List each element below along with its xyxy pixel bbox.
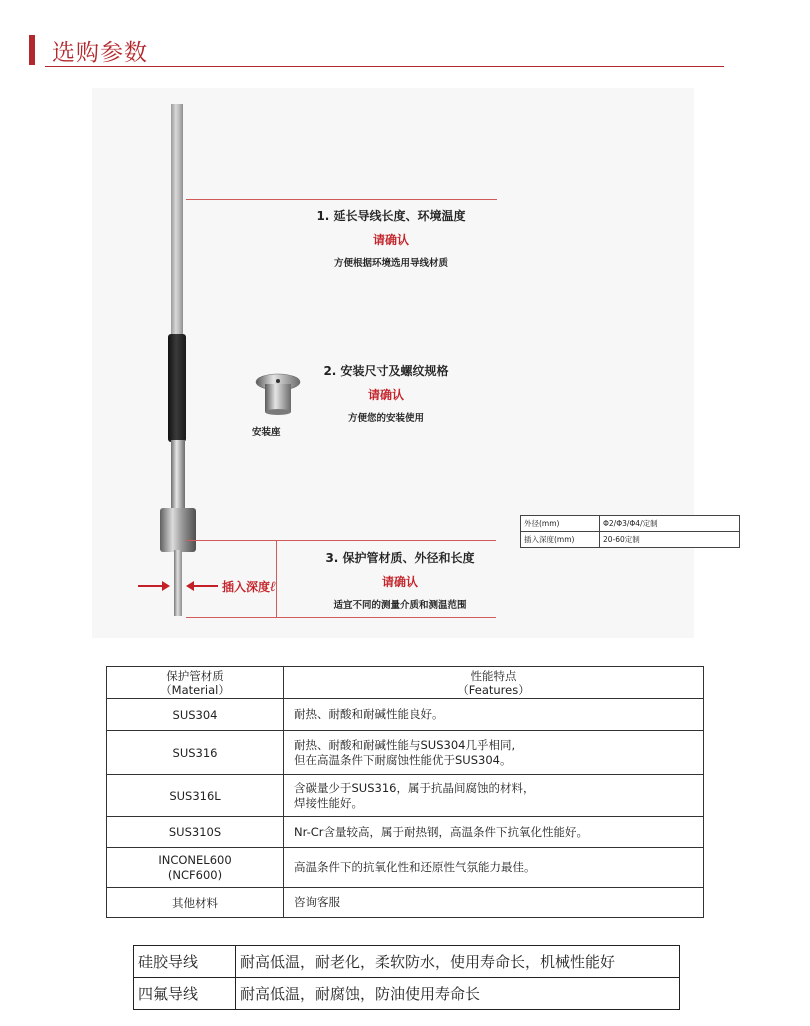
wire-name: 四氟导线 <box>134 978 236 1010</box>
annotation-2-confirm: 请确认 <box>367 388 404 402</box>
annotation-line-3-bottom <box>186 617 496 618</box>
table-row <box>134 978 680 1010</box>
header-divider <box>45 66 724 67</box>
spec-key: 外径(mm) <box>521 516 600 532</box>
feature-line-2: 焊接性能好。 <box>294 795 363 810</box>
material-table <box>106 666 704 918</box>
annotation-3-note: 适宜不同的测量介质和测温范围 <box>333 600 467 611</box>
material-cell: SUS304 <box>107 699 284 731</box>
feature-header-cn: 性能特点 <box>470 668 517 683</box>
feature-cell: 耐热、耐酸和耐碱性能良好。 <box>284 699 704 731</box>
table-row <box>107 888 704 918</box>
table-row <box>107 775 704 817</box>
material-cell <box>107 848 284 888</box>
insertion-depth-text: 插入深度 <box>222 580 271 594</box>
material-cell: SUS316 <box>107 731 284 775</box>
spec-key: 插入深度(mm) <box>521 532 600 548</box>
table-row <box>107 817 704 848</box>
feature-line-1: 含碳量少于SUS316，属于抗晶间腐蚀的材料， <box>294 780 535 795</box>
annotation-line-1 <box>186 199 497 200</box>
spec-value: 20-60定制 <box>600 532 740 548</box>
annotation-2-title: 2. 安装尺寸及螺纹规格 <box>323 364 449 378</box>
page-title: 选购参数 <box>52 40 148 66</box>
material-header-cn: 保护管材质 <box>166 668 224 683</box>
annotation-1-confirm: 请确认 <box>372 233 409 247</box>
annotation-3-confirm: 请确认 <box>381 575 418 589</box>
mounting-seat-image <box>254 372 302 416</box>
mounting-seat-label: 安装座 <box>252 427 281 438</box>
material-column-header <box>107 667 284 699</box>
spec-table <box>520 515 740 548</box>
probe-tip <box>174 550 182 616</box>
material-cell: SUS316L <box>107 775 284 817</box>
annotation-3-title: 3. 保护管材质、外径和长度 <box>325 551 475 565</box>
annotation-1-note: 方便根据环境选用导线材质 <box>333 258 448 269</box>
table-row <box>521 516 740 532</box>
annotation-2-note: 方便您的安装使用 <box>347 413 424 424</box>
feature-cell: 高温条件下的抗氧化性和还原性气氛能力最佳。 <box>284 848 704 888</box>
feature-cell <box>284 731 704 775</box>
depth-arrow-left-shaft <box>138 585 164 587</box>
table-row <box>107 699 704 731</box>
feature-line-2: 但在高温条件下耐腐蚀性能优于SUS304。 <box>294 752 512 767</box>
wire-table <box>133 945 680 1010</box>
feature-line-1: 耐热、耐酸和耐碱性能与SUS304几乎相同, <box>294 737 516 752</box>
material-line-2: (NCF600) <box>167 867 223 882</box>
insertion-depth-label <box>222 578 276 596</box>
transition-tube <box>171 440 185 512</box>
spec-value: Φ2/Φ3/Φ4/定制 <box>600 516 740 532</box>
depth-marker-line <box>276 540 277 617</box>
material-cell: SUS310S <box>107 817 284 848</box>
annotation-2 <box>306 362 466 424</box>
annotation-3 <box>302 549 498 611</box>
feature-cell <box>284 775 704 817</box>
feature-cell: Nr-Cr含量较高，属于耐热钢，高温条件下抗氧化性能好。 <box>284 817 704 848</box>
feature-cell: 咨询客服 <box>284 888 704 918</box>
wire-name: 硅胶导线 <box>134 946 236 978</box>
annotation-1-title: 1. 延长导线长度、环境温度 <box>316 209 466 223</box>
insertion-depth-symbol: ℓ <box>270 579 276 595</box>
depth-arrow-left-icon <box>162 581 170 591</box>
wire-desc: 耐高低温，耐老化，柔软防水，使用寿命长，机械性能好 <box>236 946 680 978</box>
annotation-line-3-top <box>186 540 496 541</box>
material-cell: 其他材料 <box>107 888 284 918</box>
compression-fitting <box>160 508 196 552</box>
wire-desc: 耐高低温，耐腐蚀，防油使用寿命长 <box>236 978 680 1010</box>
table-row <box>521 532 740 548</box>
feature-header-en: （Features） <box>457 682 530 697</box>
table-row <box>107 848 704 888</box>
table-row <box>134 946 680 978</box>
feature-column-header <box>284 667 704 699</box>
lead-wire <box>171 104 183 340</box>
material-header-en: （Material） <box>160 682 230 697</box>
material-line-1: INCONEL600 <box>158 852 232 867</box>
depth-arrow-right-shaft <box>192 585 218 587</box>
table-header-row <box>107 667 704 699</box>
header-accent-bar <box>29 35 35 65</box>
heat-shrink-sleeve <box>168 334 186 442</box>
annotation-1 <box>296 207 486 269</box>
table-row <box>107 731 704 775</box>
